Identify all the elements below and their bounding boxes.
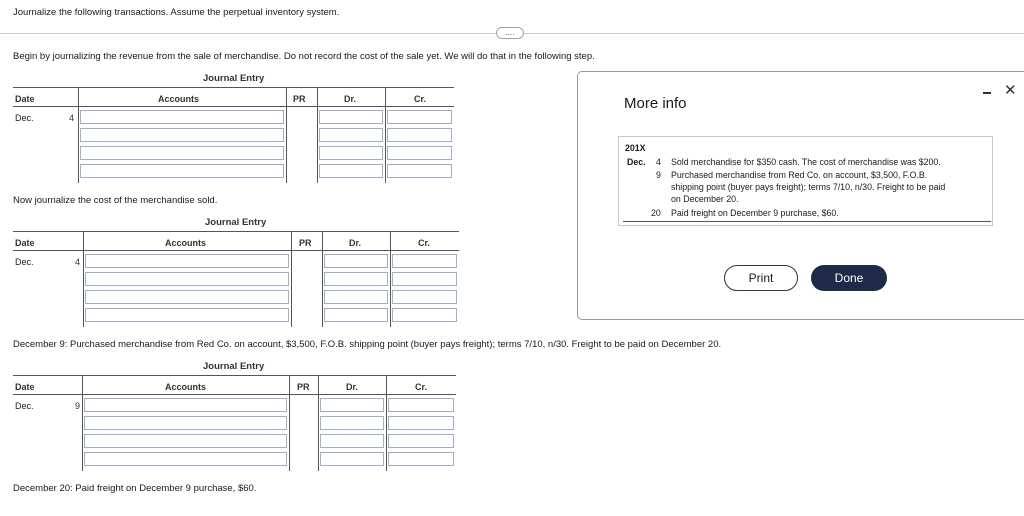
credit-field[interactable] xyxy=(388,434,454,448)
credit-field[interactable] xyxy=(387,164,452,178)
credit-field[interactable] xyxy=(387,110,452,124)
col-accounts: Accounts xyxy=(158,94,200,104)
account-field[interactable] xyxy=(84,434,287,448)
transaction-text: on December 20. xyxy=(671,194,739,204)
entry-month: Dec. xyxy=(15,257,34,267)
col-pr: PR xyxy=(297,382,310,392)
transactions-box xyxy=(618,136,993,226)
account-field[interactable] xyxy=(84,416,287,430)
cost-prompt: Now journalize the cost of the merchandise sold. xyxy=(13,195,218,206)
debit-field[interactable] xyxy=(324,254,388,268)
debit-field[interactable] xyxy=(320,434,384,448)
transaction-day: 20 xyxy=(651,208,661,218)
debit-field[interactable] xyxy=(320,416,384,430)
debit-field[interactable] xyxy=(319,146,383,160)
credit-field[interactable] xyxy=(392,272,457,286)
account-field[interactable] xyxy=(84,398,287,412)
col-cr: Cr. xyxy=(414,94,427,104)
transaction-text: Paid freight on December 9 purchase, $60. xyxy=(671,208,839,218)
debit-field[interactable] xyxy=(324,308,388,322)
transaction-day: 9 xyxy=(656,170,661,180)
debit-field[interactable] xyxy=(319,164,383,178)
col-dr: Dr. xyxy=(349,238,362,248)
account-field[interactable] xyxy=(80,164,284,178)
more-options-button[interactable]: .... xyxy=(496,27,524,39)
col-date: Date xyxy=(15,238,35,248)
debit-field[interactable] xyxy=(324,272,388,286)
minimize-icon[interactable] xyxy=(983,92,991,94)
col-dr: Dr. xyxy=(344,94,357,104)
more-info-panel xyxy=(577,71,1024,320)
transaction-text: Sold merchandise for $350 cash. The cost of merchandise was $200. xyxy=(671,157,941,167)
debit-field[interactable] xyxy=(319,110,383,124)
col-date: Date xyxy=(15,382,35,392)
credit-field[interactable] xyxy=(392,308,457,322)
account-field[interactable] xyxy=(85,290,289,304)
col-date: Date xyxy=(15,94,35,104)
transaction-text: Purchased merchandise from Red Co. on account, $3,500, F.O.B. xyxy=(671,170,928,180)
account-field[interactable] xyxy=(80,110,284,124)
entry-month: Dec. xyxy=(15,401,34,411)
account-field[interactable] xyxy=(80,146,284,160)
journal-title: Journal Entry xyxy=(203,73,265,84)
col-cr: Cr. xyxy=(415,382,428,392)
instructions-text: Journalize the following transactions. Assume the perpetual inventory system. xyxy=(13,7,340,18)
col-accounts: Accounts xyxy=(165,238,207,248)
entry-month: Dec. xyxy=(15,113,34,123)
account-field[interactable] xyxy=(85,308,289,322)
month-label: Dec. xyxy=(627,157,646,167)
account-field[interactable] xyxy=(84,452,287,466)
credit-field[interactable] xyxy=(388,452,454,466)
credit-field[interactable] xyxy=(392,254,457,268)
journal-title: Journal Entry xyxy=(205,217,267,228)
close-icon[interactable]: ✕ xyxy=(1004,82,1017,99)
credit-field[interactable] xyxy=(392,290,457,304)
journal-title: Journal Entry xyxy=(203,361,265,372)
transaction-day: 4 xyxy=(656,157,661,167)
panel-title: More info xyxy=(624,95,687,112)
account-field[interactable] xyxy=(80,128,284,142)
print-button[interactable]: Print xyxy=(724,265,798,291)
dec9-prompt: December 9: Purchased merchandise from Red Co. on account, $3,500, F.O.B. shipping point (buyer pays freight); terms 7/10, n/30. Freight to be paid on December 20. xyxy=(13,339,722,350)
credit-field[interactable] xyxy=(388,416,454,430)
col-accounts: Accounts xyxy=(165,382,207,392)
year-label: 201X xyxy=(625,143,646,153)
entry-day: 9 xyxy=(75,401,81,411)
col-cr: Cr. xyxy=(418,238,431,248)
account-field[interactable] xyxy=(85,272,289,286)
debit-field[interactable] xyxy=(319,128,383,142)
dec20-prompt: December 20: Paid freight on December 9 purchase, $60. xyxy=(13,483,257,494)
credit-field[interactable] xyxy=(388,398,454,412)
col-pr: PR xyxy=(299,238,312,248)
step-note: Begin by journalizing the revenue from the sale of merchandise. Do not record the cost of the sale yet. We will do that in the following step. xyxy=(13,51,595,62)
debit-field[interactable] xyxy=(324,290,388,304)
done-button[interactable]: Done xyxy=(811,265,887,291)
entry-day: 4 xyxy=(69,113,75,123)
transaction-text: shipping point (buyer pays freight); terms 7/10, n/30. Freight to be paid xyxy=(671,182,946,192)
credit-field[interactable] xyxy=(387,128,452,142)
debit-field[interactable] xyxy=(320,398,384,412)
entry-day: 4 xyxy=(75,257,81,267)
col-pr: PR xyxy=(293,94,306,104)
col-dr: Dr. xyxy=(346,382,359,392)
debit-field[interactable] xyxy=(320,452,384,466)
account-field[interactable] xyxy=(85,254,289,268)
credit-field[interactable] xyxy=(387,146,452,160)
